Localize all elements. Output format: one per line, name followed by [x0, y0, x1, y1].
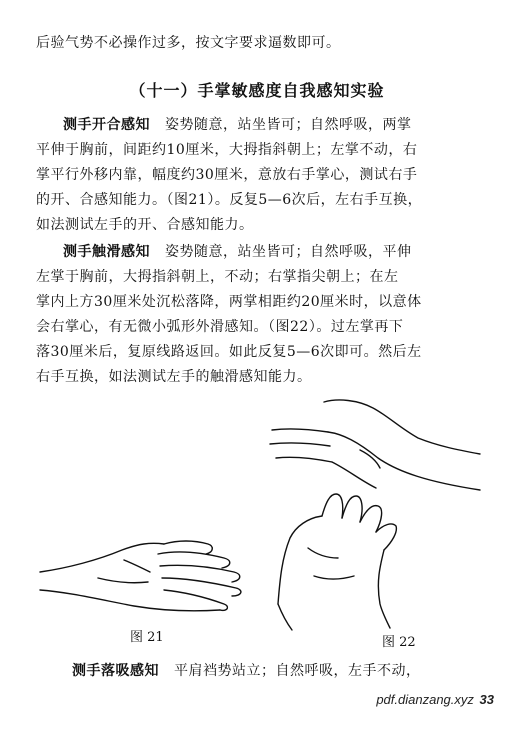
paragraph-1-line-1 — [63, 116, 481, 134]
paragraph-2-line-3: 掌内上方30厘米处沉松落降，两掌相距约20厘米时，以意体 — [36, 294, 422, 310]
term-drop-suction: 测手落吸感知 — [72, 663, 159, 679]
paragraph-2-line-5: 落30厘米后，复原线路返回。如此反复5—6次即可。然后左 — [36, 344, 422, 360]
paragraph-2-line-6: 右手互换，如法测试左手的触滑感知能力。 — [36, 369, 312, 385]
term-touch-slide: 测手触滑感知 — [63, 244, 150, 260]
paragraph-1-line-5: 如法测试左手的开、合感知能力。 — [36, 217, 254, 233]
watermark-label: pdf.dianzang.xyz — [376, 692, 474, 707]
paragraph-1-line-3: 掌平行外移内靠，幅度约30厘米，意放右手掌心，测试右手 — [36, 167, 418, 183]
figure-21-caption: 图 21 — [130, 630, 164, 645]
text-line-top: 后验气势不必操作过多，按文字要求逼数即可。 — [36, 35, 341, 51]
term-open-close: 测手开合感知 — [63, 117, 150, 133]
paragraph-2-text-1: 姿势随意，站坐皆可；自然呼吸，平伸 — [164, 244, 412, 260]
paragraph-2-line-2: 左掌于胸前，大拇指斜朝上，不动；右掌指尖朝上；在左 — [36, 269, 399, 285]
paragraph-1-line-4: 的开、合感知能力。（图21）。反复5—6次后，左右手互换， — [36, 192, 423, 208]
figure-21-hands-illustration — [38, 520, 248, 620]
paragraph-2-line-4: 会右掌心，有无微小弧形外滑感知。（图22）。过左掌再下 — [36, 319, 404, 335]
paragraph-2-line-1 — [63, 243, 481, 261]
figure-22-hands-illustration — [268, 398, 488, 638]
page-number: 33 — [479, 692, 494, 707]
paragraph-3-text-1: 平肩裆势站立；自然呼吸，左手不动， — [173, 663, 421, 679]
watermark-text — [376, 692, 494, 707]
paragraph-3-line-1 — [72, 662, 490, 680]
paragraph-1-text-1: 姿势随意，站坐皆可；自然呼吸，两掌 — [164, 117, 412, 133]
paragraph-1-line-2: 平伸于胸前，间距约10厘米，大拇指斜朝上；左掌不动，右 — [36, 142, 418, 158]
figure-22-caption: 图 22 — [382, 635, 416, 650]
section-heading: （十一）手掌敏感度自我感知实验 — [129, 81, 385, 100]
